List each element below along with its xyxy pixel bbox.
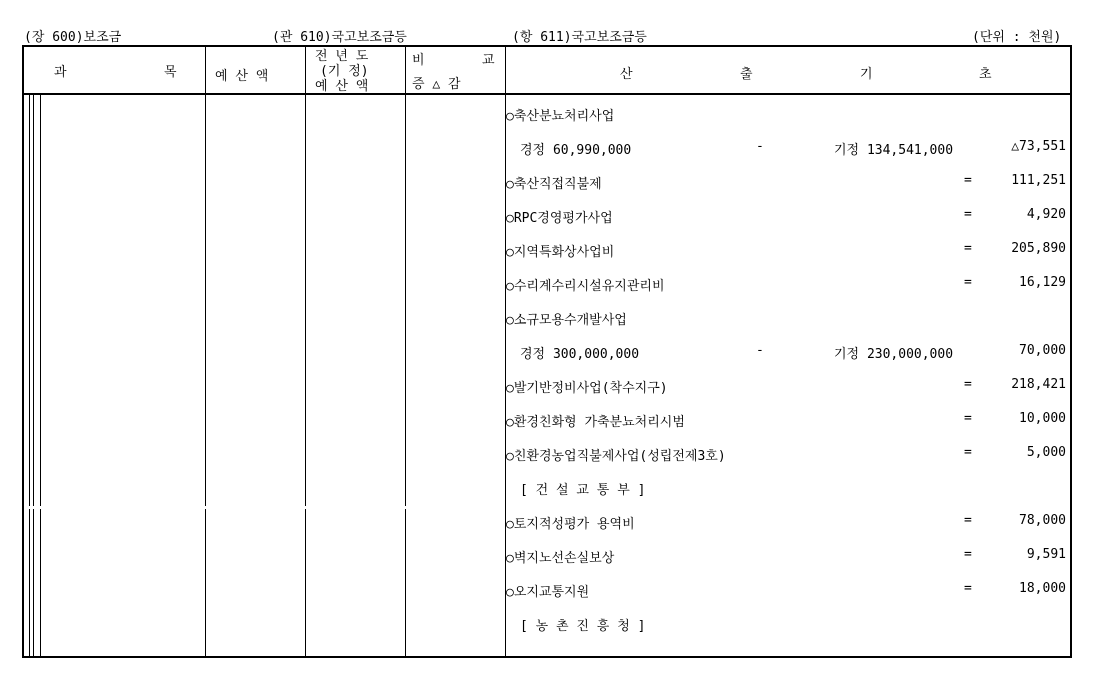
calc-item-label: ○토지적성평가 용역비 bbox=[506, 517, 635, 532]
calc-item-label: ○벽지노선손실보상 bbox=[506, 551, 615, 566]
calc-item-label: ○친환경농업직불제사업(성립전제3호) bbox=[506, 449, 726, 464]
col-compare-a: 비 bbox=[412, 53, 425, 68]
col-prev-year-c: 예 산 액 bbox=[315, 79, 369, 94]
calc-amount: 16,129 bbox=[1019, 275, 1066, 290]
calc-row bbox=[506, 173, 1066, 203]
calc-item-label: ○오지교통지원 bbox=[506, 585, 590, 600]
col-compare-b: 교 bbox=[482, 53, 495, 68]
col-basis-d: 초 bbox=[979, 67, 992, 82]
col-basis-a: 산 bbox=[620, 67, 633, 82]
margin-line bbox=[29, 95, 30, 656]
calc-row bbox=[506, 479, 1066, 509]
page-break-mark bbox=[24, 506, 505, 509]
calc-row bbox=[506, 275, 1066, 305]
gwan-label: (관 610)국고보조금등 bbox=[272, 30, 407, 45]
calc-amount: 205,890 bbox=[1011, 241, 1066, 256]
calc-amount: 218,421 bbox=[1011, 377, 1066, 392]
calc-item-label: ○수리계수리시설유지관리비 bbox=[506, 279, 665, 294]
header-rule bbox=[24, 93, 1070, 95]
calc-equals: = bbox=[964, 581, 972, 596]
col-basis-c: 기 bbox=[860, 67, 873, 82]
budget-table bbox=[22, 45, 1072, 658]
calc-row bbox=[506, 139, 1066, 169]
calc-equals: = bbox=[964, 207, 972, 222]
calc-amount: △73,551 bbox=[1011, 139, 1066, 154]
calc-item-label: ○RPC경영평가사업 bbox=[506, 211, 613, 226]
calc-equals: = bbox=[964, 241, 972, 256]
calc-row bbox=[506, 343, 1066, 373]
calc-row bbox=[506, 241, 1066, 271]
calc-amount: 111,251 bbox=[1011, 173, 1066, 188]
col-divider bbox=[305, 47, 306, 656]
calc-equals: = bbox=[964, 547, 972, 562]
calc-prev-amount: 기정 134,541,000 bbox=[834, 143, 954, 158]
calc-row bbox=[506, 309, 1066, 339]
margin-line bbox=[40, 95, 41, 656]
col-divider bbox=[405, 47, 406, 656]
calc-row bbox=[506, 615, 1066, 645]
col-prev-year-b: (기 정) bbox=[320, 64, 369, 79]
calc-row bbox=[506, 547, 1066, 577]
calc-amount: 9,591 bbox=[1026, 547, 1066, 562]
calc-item-label: ○축산분뇨처리사업 bbox=[506, 109, 615, 124]
col-divider bbox=[205, 47, 206, 656]
calc-row bbox=[506, 445, 1066, 475]
calc-item-label: 경정 60,990,000 bbox=[520, 143, 632, 158]
calc-amount: 4,920 bbox=[1026, 207, 1066, 222]
calc-item-label: ○축산직접직불제 bbox=[506, 177, 602, 192]
col-compare-c: 증 △ 감 bbox=[412, 77, 461, 92]
calc-amount: 18,000 bbox=[1019, 581, 1066, 596]
margin-line bbox=[33, 95, 34, 656]
calc-amount: 70,000 bbox=[1019, 343, 1066, 358]
col-gwamok-a: 과 bbox=[54, 65, 67, 80]
calc-equals: = bbox=[964, 173, 972, 188]
calc-item-label: ○소규모용수개발사업 bbox=[506, 313, 627, 328]
calc-row bbox=[506, 513, 1066, 543]
calc-prev-amount: 기정 230,000,000 bbox=[834, 347, 954, 362]
calc-equals: = bbox=[964, 411, 972, 426]
calc-row bbox=[506, 105, 1066, 135]
calc-item-label: [ 농 촌 진 흥 청 ] bbox=[520, 619, 646, 634]
col-prev-year-a: 전 년 도 bbox=[315, 49, 369, 64]
calc-equals: = bbox=[964, 377, 972, 392]
jang-label: (장 600)보조금 bbox=[24, 30, 122, 45]
calc-row bbox=[506, 207, 1066, 237]
calc-item-label: ○환경친화형 가축분뇨처리시범 bbox=[506, 415, 685, 430]
calc-dash: - bbox=[756, 139, 764, 154]
calc-equals: = bbox=[964, 513, 972, 528]
calc-equals: = bbox=[964, 445, 972, 460]
calc-item-label: ○발기반정비사업(착수지구) bbox=[506, 381, 668, 396]
calc-item-label: 경정 300,000,000 bbox=[520, 347, 640, 362]
calc-amount: 10,000 bbox=[1019, 411, 1066, 426]
unit-label: (단위 : 천원) bbox=[972, 30, 1062, 45]
calc-dash: - bbox=[756, 343, 764, 358]
col-gwamok-b: 목 bbox=[164, 65, 177, 80]
hang-label: (항 611)국고보조금등 bbox=[512, 30, 647, 45]
calc-row bbox=[506, 377, 1066, 407]
col-budget: 예 산 액 bbox=[215, 69, 269, 84]
calc-amount: 5,000 bbox=[1026, 445, 1066, 460]
calc-amount: 78,000 bbox=[1019, 513, 1066, 528]
calc-item-label: ○지역특화상사업비 bbox=[506, 245, 615, 260]
calc-item-label: [ 건 설 교 통 부 ] bbox=[520, 483, 646, 498]
calc-row bbox=[506, 581, 1066, 611]
col-basis-b: 출 bbox=[740, 67, 753, 82]
calc-equals: = bbox=[964, 275, 972, 290]
calc-row bbox=[506, 411, 1066, 441]
